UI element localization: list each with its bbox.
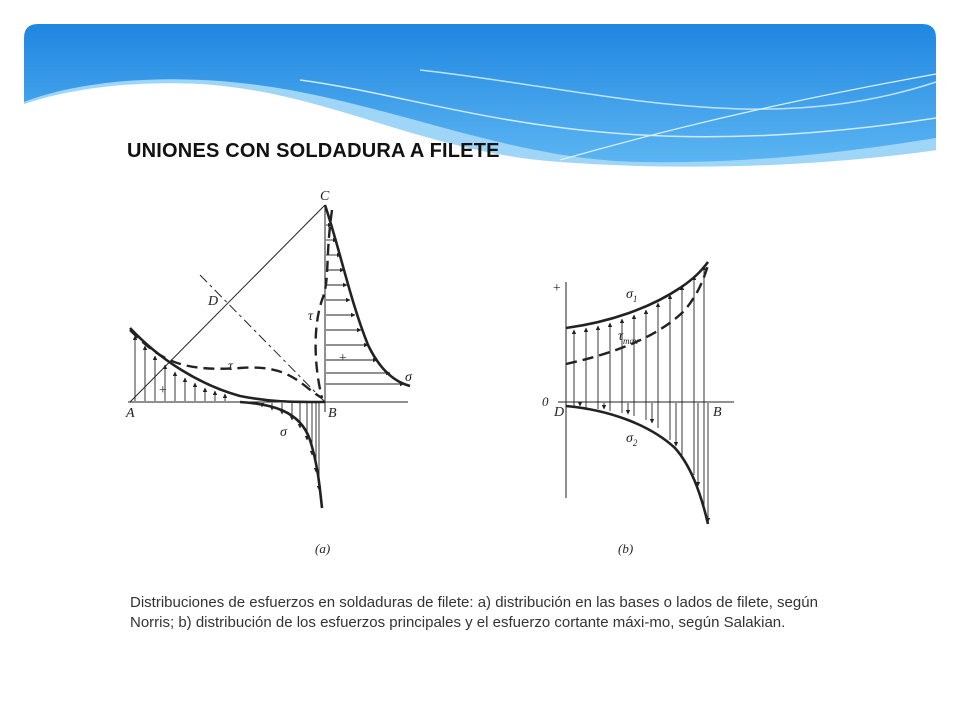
fig-a-sigma-curve-bottom	[240, 402, 322, 508]
fig-b-label-sigma1: $\sigma_1$	[626, 287, 638, 304]
fig-a-tau-curve-vertical	[316, 210, 332, 398]
fig-b-sigma2-curve	[566, 406, 708, 524]
fig-b-label-sigma2: $\sigma_2$	[626, 431, 638, 448]
fig-b-hatch-down	[580, 403, 708, 522]
fig-a-label-tau-v: τ	[308, 309, 314, 324]
fig-a-point-a: A	[126, 406, 135, 421]
fig-a-label-sigma-h: σ	[280, 425, 287, 440]
fig-b-label-tau-max: $\tau_{max}$	[618, 329, 639, 346]
fig-b-point-b: B	[713, 405, 722, 420]
fig-a-label-sigma-v: σ	[405, 370, 412, 385]
fig-b-point-d: D	[554, 405, 565, 420]
fig-b-hatch-up	[574, 266, 704, 505]
fig-a-caption: (a)	[315, 541, 331, 556]
fig-a-plus-right: +	[338, 351, 348, 366]
fig-b-caption: (b)	[618, 541, 634, 556]
fig-b-zero: 0	[542, 394, 549, 409]
fig-a-plus-left: +	[158, 383, 168, 398]
fig-b-plus: +	[552, 281, 562, 296]
figure-a	[125, 189, 413, 556]
slide-title: UNIONES CON SOLDADURA A FILETE	[127, 140, 500, 162]
figure-b	[542, 262, 734, 556]
fig-a-label-tau-h: τ	[228, 359, 234, 374]
fig-b-tau-max-curve	[566, 265, 708, 364]
fig-a-point-b: B	[328, 406, 337, 421]
fig-a-dashed-normal	[200, 275, 325, 402]
fig-a-point-c: C	[320, 189, 330, 204]
figure-caption: Distribuciones de esfuerzos en soldaduras de filete: a) distribución en las bases o lados de filete, según Norris; b) distribución de los esfuerzos principales y el esfuerzo cortante máxi-mo, según Salakian.	[130, 594, 818, 631]
fig-a-point-d: D	[208, 294, 219, 309]
